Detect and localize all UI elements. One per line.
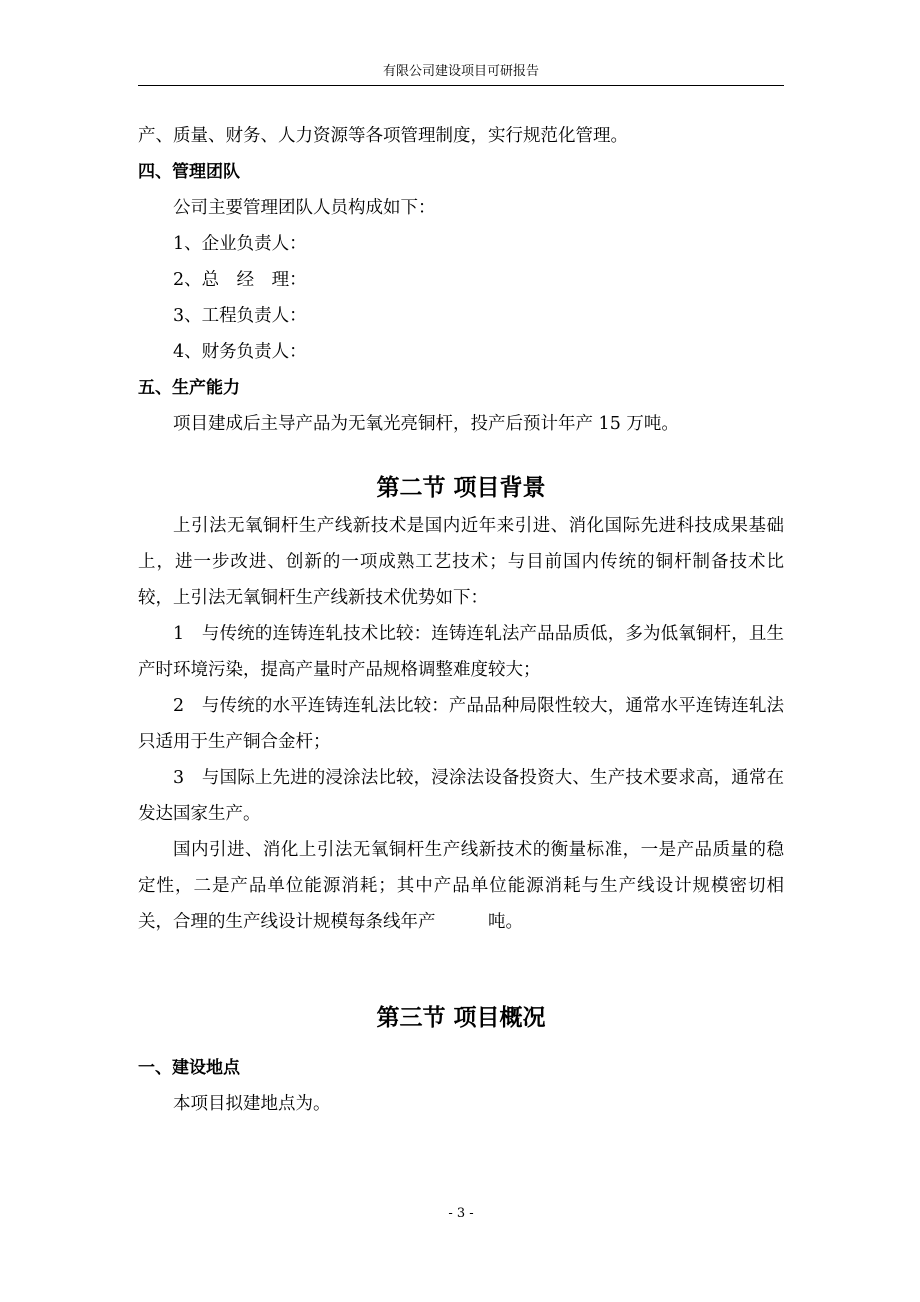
heading-management-team: 四、管理团队 [138, 162, 240, 182]
section-title-overview: 第三节 项目概况 [376, 1005, 546, 1031]
paragraph-team-intro: 公司主要管理团队人员构成如下： [173, 198, 436, 218]
team-item-engineering: 3、工程负责人： [173, 306, 307, 326]
paragraph-management-continued: 产、质量、财务、人力资源等各项管理制度，实行规范化管理。 [138, 126, 628, 146]
heading-production-capacity: 五、生产能力 [138, 378, 240, 398]
page-header: 有限公司建设项目可研报告 [382, 64, 539, 79]
heading-construction-site: 一、建设地点 [138, 1058, 240, 1078]
team-item-leader: 1、企业负责人： [173, 234, 307, 254]
paragraph-standards: 国内引进、消化上引法无氧铜杆生产线新技术的衡量标准，一是产品质量的稳定性，二是产品单位能源消耗；其中产品单位能源消耗与生产线设计规模密切相关，合理的生产线设计规模每条线年产 吨。 [138, 840, 784, 932]
header-divider [138, 85, 784, 86]
paragraph-comparison-2: 2 与传统的水平连铸连轧法比较：产品品种局限性较大，通常水平连铸连轧法只适用于生产铜合金杆； [138, 696, 784, 752]
paragraph-site: 本项目拟建地点为。 [173, 1094, 331, 1114]
page-number: - 3 - [448, 1206, 474, 1221]
paragraph-capacity: 项目建成后主导产品为无氧光亮铜杆，投产后预计年产 15 万吨。 [173, 414, 679, 434]
paragraph-background-intro: 上引法无氧铜杆生产线新技术是国内近年来引进、消化国际先进科技成果基础上，进一步改进、创新的一项成熟工艺技术；与目前国内传统的铜杆制备技术比较，上引法无氧铜杆生产线新技术优势如下： [138, 516, 784, 608]
team-item-general-manager: 2、总 经 理： [173, 270, 307, 290]
paragraph-comparison-1: 1 与传统的连铸连轧技术比较：连铸连轧法产品品质低，多为低氧铜杆，且生产时环境污染，提高产量时产品规格调整难度较大； [138, 624, 784, 680]
document-body [138, 118, 784, 1122]
paragraph-comparison-3: 3 与国际上先进的浸涂法比较，浸涂法设备投资大、生产技术要求高，通常在发达国家生产。 [138, 768, 784, 824]
team-item-finance: 4、财务负责人： [173, 342, 307, 362]
section-title-background: 第二节 项目背景 [376, 475, 546, 501]
